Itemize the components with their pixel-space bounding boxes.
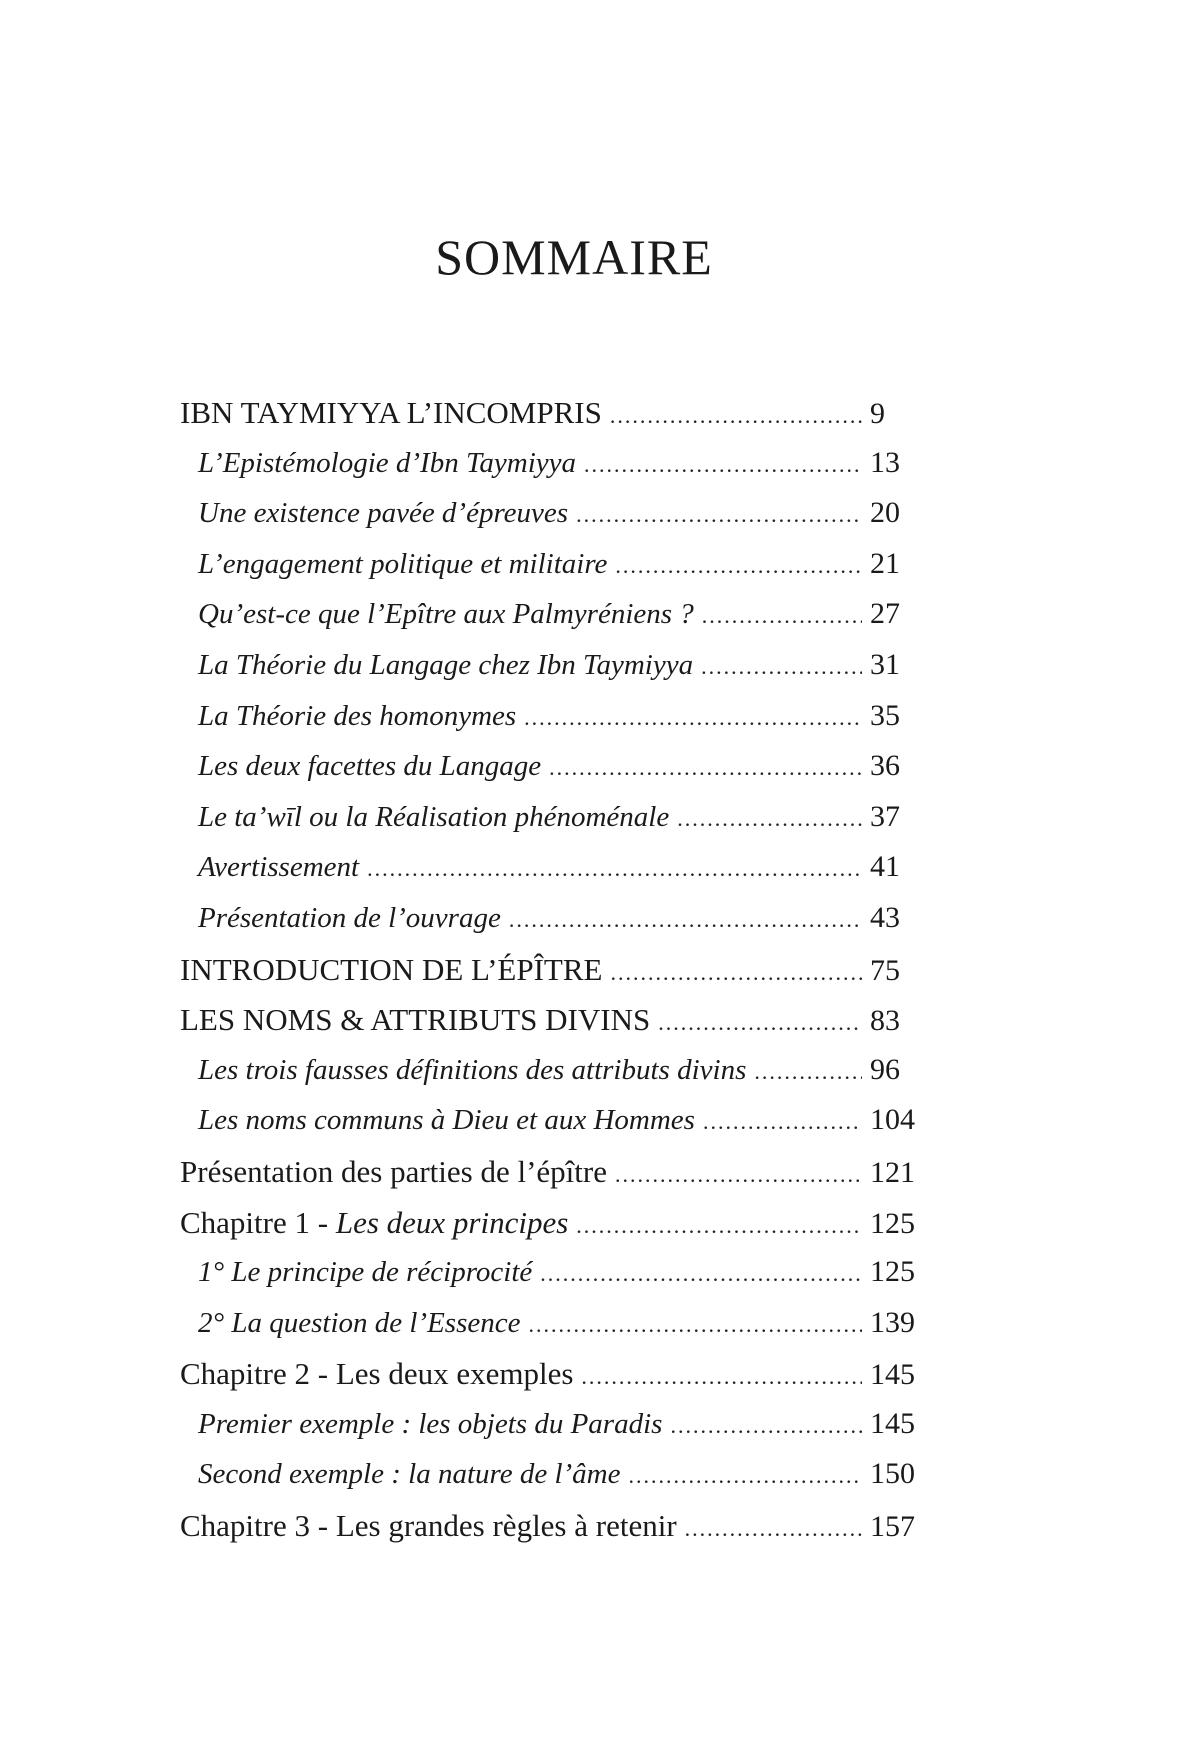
toc-entry[interactable] <box>180 446 920 497</box>
dot-leader <box>581 1364 862 1390</box>
toc-entry-label: Chapitre 2 - Les deux exemples <box>180 1356 574 1392</box>
toc-entry-page: 145 <box>870 1358 915 1392</box>
toc-entry-page: 20 <box>870 496 900 530</box>
toc-entry-label: Premier exemple : les objets du Paradis <box>198 1407 663 1440</box>
toc-entry[interactable] <box>180 395 920 446</box>
dot-leader <box>677 806 862 832</box>
toc-entry-page: 21 <box>870 546 900 580</box>
toc-entry-page: 104 <box>870 1103 915 1137</box>
toc-entry[interactable] <box>180 1508 920 1559</box>
toc-entry-page: 121 <box>870 1155 915 1189</box>
dot-leader <box>509 907 862 933</box>
table-of-contents <box>180 395 920 1559</box>
toc-entry[interactable] <box>180 699 920 750</box>
toc-entry-label: Le ta’wīl ou la Réalisation phénoménale <box>198 800 670 833</box>
toc-entry-label: INTRODUCTION DE L’ÉPÎTRE <box>180 951 603 987</box>
dot-leader <box>685 1516 862 1542</box>
toc-entry-label: La Théorie des homonymes <box>198 699 517 732</box>
dot-leader <box>576 1213 862 1239</box>
toc-entry-page: 145 <box>870 1406 915 1440</box>
toc-entry-label-prefix: Chapitre 1 - <box>180 1204 336 1240</box>
toc-entry-page: 36 <box>870 749 900 783</box>
dot-leader <box>658 1010 862 1036</box>
dot-leader <box>367 856 862 882</box>
dot-leader <box>576 502 862 528</box>
toc-entry-label: Avertissement <box>198 851 360 884</box>
toc-entry-label: IBN TAYMIYYA L’INCOMPRIS <box>180 395 602 430</box>
toc-entry[interactable] <box>180 547 920 598</box>
toc-entry[interactable] <box>180 952 920 1003</box>
toc-entry-page: 139 <box>870 1305 915 1339</box>
toc-entry[interactable] <box>180 1255 920 1306</box>
toc-entry-page: 96 <box>870 1052 900 1086</box>
toc-entry[interactable] <box>180 1356 920 1407</box>
dot-leader <box>540 1261 862 1287</box>
toc-entry[interactable] <box>180 1002 920 1053</box>
toc-entry-label: Les trois fausses définitions des attributs divins <box>198 1053 747 1086</box>
dot-leader <box>754 1059 862 1085</box>
toc-entry[interactable] <box>180 496 920 547</box>
toc-entry-label: 2° La question de l’Essence <box>198 1306 521 1339</box>
toc-entry-page: 125 <box>870 1206 915 1240</box>
toc-entry-label: Qu’est-ce que l’Epître aux Palmyréniens ? <box>198 598 694 631</box>
toc-entry-page: 83 <box>870 1004 900 1038</box>
toc-entry-page: 43 <box>870 900 900 934</box>
toc-entry[interactable] <box>180 1407 920 1458</box>
toc-entry-label: Les noms communs à Dieu et aux Hommes <box>198 1104 695 1137</box>
toc-entry-label <box>180 1205 568 1241</box>
dot-leader <box>702 603 862 629</box>
toc-entry-label: Une existence pavée d’épreuves <box>198 497 569 530</box>
dot-leader <box>610 403 862 429</box>
dot-leader <box>703 1109 862 1135</box>
toc-entry-label: La Théorie du Langage chez Ibn Taymiyya <box>198 648 694 681</box>
toc-entry-page: 27 <box>870 597 900 631</box>
toc-entry[interactable] <box>180 800 920 851</box>
toc-entry-label: LES NOMS & ATTRIBUTS DIVINS <box>180 1002 651 1038</box>
toc-entry[interactable] <box>180 1053 920 1104</box>
toc-entry-page: 41 <box>870 850 900 884</box>
toc-entry-label: Présentation de l’ouvrage <box>198 901 501 934</box>
toc-entry[interactable] <box>180 597 920 648</box>
toc-entry[interactable] <box>180 1306 920 1357</box>
dot-leader <box>584 452 862 478</box>
toc-entry-page: 9 <box>870 397 885 430</box>
toc-entry-page: 75 <box>870 953 900 987</box>
toc-entry[interactable] <box>180 648 920 699</box>
dot-leader <box>615 1162 862 1188</box>
toc-entry-page: 35 <box>870 698 900 732</box>
dot-leader <box>615 553 862 579</box>
toc-entry-label: Second exemple : la nature de l’âme <box>198 1458 621 1491</box>
toc-entry-page: 13 <box>870 445 900 479</box>
toc-entry-label: Chapitre 3 - Les grandes règles à retenir <box>180 1508 677 1544</box>
toc-entry[interactable] <box>180 1205 920 1256</box>
toc-entry-page: 157 <box>870 1510 915 1544</box>
dot-leader <box>524 705 862 731</box>
toc-entry-label: Les deux facettes du Langage <box>198 750 542 783</box>
toc-entry-label: L’Epistémologie d’Ibn Taymiyya <box>198 446 577 479</box>
dot-leader <box>628 1463 862 1489</box>
toc-entry-page: 125 <box>870 1255 915 1289</box>
dot-leader <box>528 1312 862 1338</box>
toc-entry-label: Présentation des parties de l’épître <box>180 1153 607 1189</box>
dot-leader <box>610 960 862 986</box>
toc-entry[interactable] <box>180 1103 920 1154</box>
toc-entry-label: L’engagement politique et militaire <box>198 547 608 580</box>
dot-leader <box>670 1413 862 1439</box>
toc-entry-page: 150 <box>870 1457 915 1491</box>
toc-entry-label: 1° Le principe de réciprocité <box>198 1256 533 1289</box>
toc-entry[interactable] <box>180 850 920 901</box>
toc-entry-page: 37 <box>870 799 900 833</box>
dot-leader <box>701 654 862 680</box>
toc-entry[interactable] <box>180 1154 920 1205</box>
toc-entry-label-italic: Les deux principes <box>335 1204 569 1240</box>
toc-entry[interactable] <box>180 901 920 952</box>
page-title: SOMMAIRE <box>435 229 713 285</box>
toc-entry[interactable] <box>180 1457 920 1508</box>
dot-leader <box>549 755 862 781</box>
toc-entry-page: 31 <box>870 647 900 681</box>
toc-entry[interactable] <box>180 749 920 800</box>
